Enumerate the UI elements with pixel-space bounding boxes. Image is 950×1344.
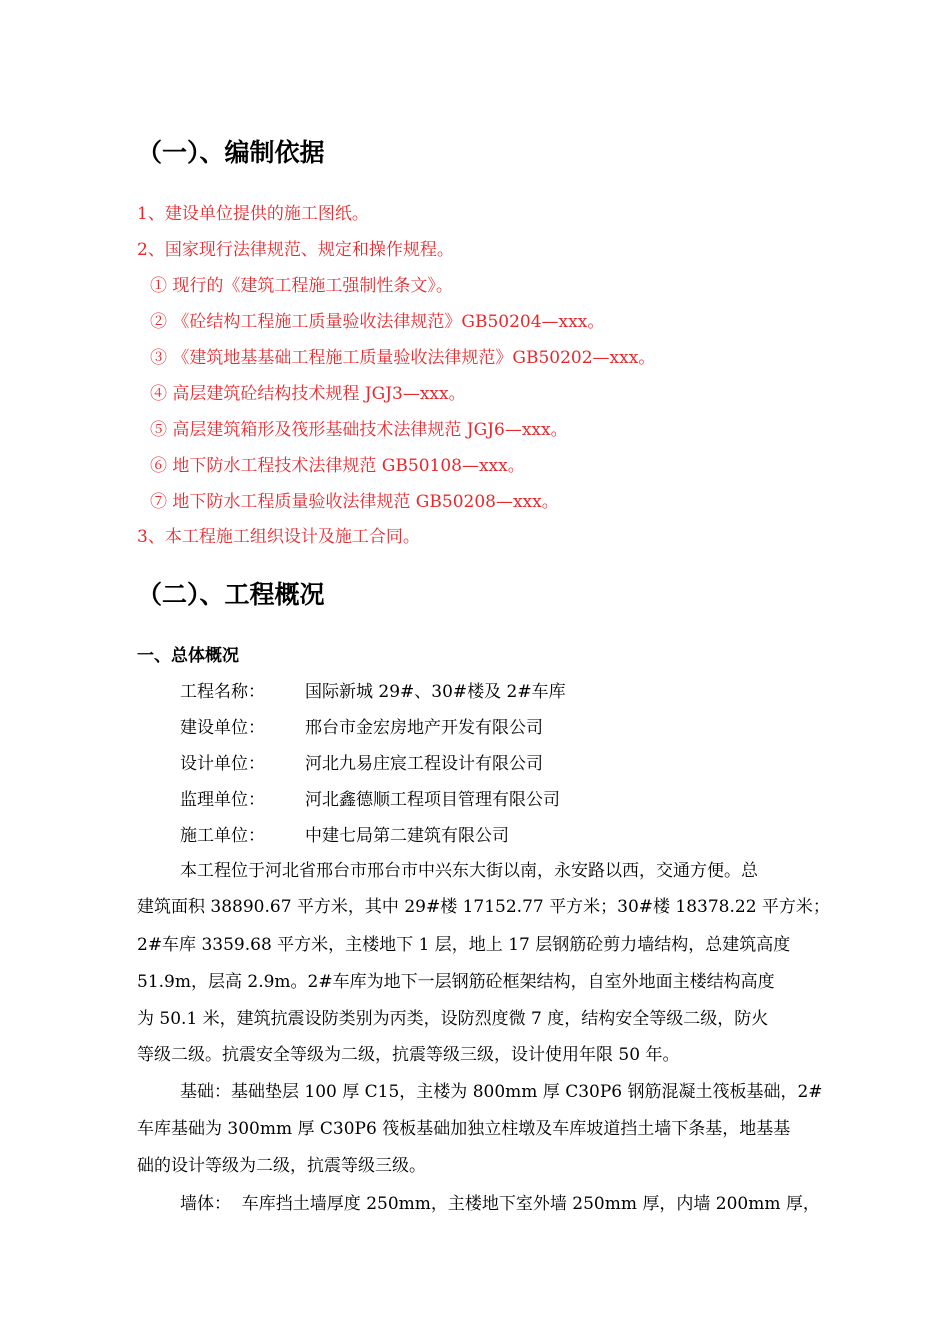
info-label-owner: 建设单位： <box>180 718 265 738</box>
info-value-contractor: 中建七局第二建筑有限公司 <box>305 826 509 846</box>
basis-item-3: 3、本工程施工组织设计及施工合同。 <box>137 527 420 547</box>
basis-subitem-7: ⑦ 地下防水工程质量验收法律规范 GB50208—xxx。 <box>150 492 559 512</box>
overview-subheading: 一、总体概况 <box>137 646 239 666</box>
basis-subitem-3: ③ 《建筑地基基础工程施工质量验收法律规范》GB50202—xxx。 <box>150 348 656 368</box>
wall-para-line: 墙体： 车库挡土墙厚度 250mm，主楼地下室外墙 250mm 厚，内墙 200mm 厚， <box>180 1194 820 1214</box>
info-label-designer: 设计单位： <box>180 754 265 774</box>
overview-para-line: 为 50.1 米，建筑抗震设防类别为丙类，设防烈度微 7 度，结构安全等级二级，防火 <box>137 1009 769 1029</box>
foundation-para-line: 车库基础为 300mm 厚 C30P6 筏板基础加独立柱墩及车库坡道挡土墙下条基，地基基 <box>137 1119 791 1139</box>
overview-para-line: 等级二级。抗震安全等级为二级，抗震等级三级，设计使用年限 50 年。 <box>137 1045 680 1065</box>
basis-subitem-1: ① 现行的《建筑工程施工强制性条文》。 <box>150 276 453 296</box>
basis-subitem-4: ④ 高层建筑砼结构技术规程 JGJ3—xxx。 <box>150 384 466 404</box>
info-label-contractor: 施工单位： <box>180 826 265 846</box>
info-label-project-name: 工程名称： <box>180 682 265 702</box>
basis-subitem-5: ⑤ 高层建筑箱形及筏形基础技术法律规范 JGJ6—xxx。 <box>150 420 568 440</box>
section-1-title: （一）、编制依据 <box>137 138 325 167</box>
info-value-supervisor: 河北鑫德顺工程项目管理有限公司 <box>305 790 560 810</box>
overview-para-line: 2#车库 3359.68 平方米，主楼地下 1 层，地上 17 层钢筋砼剪力墙结构，总建筑高度 <box>137 935 791 955</box>
basis-subitem-6: ⑥ 地下防水工程技术法律规范 GB50108—xxx。 <box>150 456 525 476</box>
foundation-para-line: 基础：基础垫层 100 厚 C15，主楼为 800mm 厚 C30P6 钢筋混凝土筏板基础，2# <box>180 1082 823 1102</box>
basis-subitem-2: ② 《砼结构工程施工质量验收法律规范》GB50204—xxx。 <box>150 312 605 332</box>
info-value-project-name: 国际新城 29#、30#楼及 2#车库 <box>305 682 566 702</box>
info-value-designer: 河北九易庄宸工程设计有限公司 <box>305 754 543 774</box>
foundation-para-line: 础的设计等级为二级，抗震等级三级。 <box>137 1156 426 1176</box>
info-label-supervisor: 监理单位： <box>180 790 265 810</box>
overview-para-line: 本工程位于河北省邢台市邢台市中兴东大街以南，永安路以西，交通方便。总 <box>180 861 758 881</box>
info-value-owner: 邢台市金宏房地产开发有限公司 <box>305 718 543 738</box>
overview-para-line: 51.9m，层高 2.9m。2#车库为地下一层钢筋砼框架结构，自室外地面主楼结构高度 <box>137 972 775 992</box>
basis-item-1: 1、建设单位提供的施工图纸。 <box>137 204 369 224</box>
overview-para-line: 建筑面积 38890.67 平方米，其中 29#楼 17152.77 平方米；30#楼 18378.22 平方米； <box>137 897 830 917</box>
basis-item-2: 2、国家现行法律规范、规定和操作规程。 <box>137 240 454 260</box>
section-2-title: （二）、工程概况 <box>137 580 325 609</box>
